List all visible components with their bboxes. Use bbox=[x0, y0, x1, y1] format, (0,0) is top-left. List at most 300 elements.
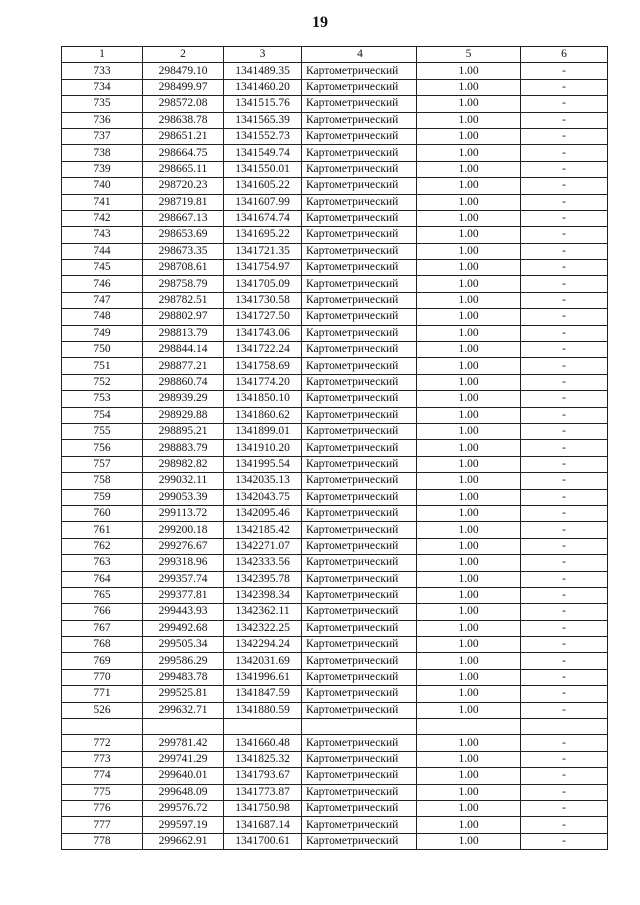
point-number-cell: 749 bbox=[62, 325, 143, 341]
table-header-row bbox=[62, 47, 608, 63]
table-row bbox=[62, 309, 608, 325]
x-coordinate-cell: 299640.01 bbox=[143, 768, 224, 784]
accuracy-cell: 1.00 bbox=[417, 276, 521, 292]
method-cell: Картометрический bbox=[302, 423, 417, 439]
table-row bbox=[62, 227, 608, 243]
table-row bbox=[62, 79, 608, 95]
x-coordinate-cell: 298479.10 bbox=[143, 63, 224, 79]
x-coordinate-cell: 298708.61 bbox=[143, 260, 224, 276]
table-row bbox=[62, 555, 608, 571]
note-cell: - bbox=[521, 63, 608, 79]
note-cell: - bbox=[521, 489, 608, 505]
note-cell: - bbox=[521, 374, 608, 390]
note-cell: - bbox=[521, 555, 608, 571]
table-row bbox=[62, 145, 608, 161]
x-coordinate-cell: 299648.09 bbox=[143, 784, 224, 800]
method-cell: Картометрический bbox=[302, 145, 417, 161]
y-coordinate-cell: 1342043.75 bbox=[224, 489, 302, 505]
note-cell: - bbox=[521, 112, 608, 128]
table-row bbox=[62, 210, 608, 226]
method-cell: Картометрический bbox=[302, 571, 417, 587]
table-row bbox=[62, 276, 608, 292]
method-cell: Картометрический bbox=[302, 702, 417, 718]
x-coordinate-cell: 299586.29 bbox=[143, 653, 224, 669]
table-row bbox=[62, 456, 608, 472]
table-row bbox=[62, 735, 608, 751]
accuracy-cell: 1.00 bbox=[417, 112, 521, 128]
point-number-cell: 773 bbox=[62, 751, 143, 767]
x-coordinate-cell: 298802.97 bbox=[143, 309, 224, 325]
method-cell: Картометрический bbox=[302, 194, 417, 210]
method-cell: Картометрический bbox=[302, 358, 417, 374]
note-cell: - bbox=[521, 292, 608, 308]
x-coordinate-cell: 298939.29 bbox=[143, 391, 224, 407]
note-cell: - bbox=[521, 423, 608, 439]
method-cell: Картометрический bbox=[302, 325, 417, 341]
point-number-cell: 763 bbox=[62, 555, 143, 571]
y-coordinate-cell: 1341847.59 bbox=[224, 686, 302, 702]
x-coordinate-cell: 299483.78 bbox=[143, 669, 224, 685]
accuracy-cell: 1.00 bbox=[417, 210, 521, 226]
y-coordinate-cell: 1341773.87 bbox=[224, 784, 302, 800]
point-number-cell: 756 bbox=[62, 440, 143, 456]
note-cell bbox=[521, 719, 608, 735]
x-coordinate-cell: 298720.23 bbox=[143, 178, 224, 194]
y-coordinate-cell: 1342185.42 bbox=[224, 522, 302, 538]
y-coordinate-cell: 1342294.24 bbox=[224, 637, 302, 653]
method-cell: Картометрический bbox=[302, 276, 417, 292]
table-row bbox=[62, 833, 608, 849]
y-coordinate-cell: 1341605.22 bbox=[224, 178, 302, 194]
x-coordinate-cell: 299032.11 bbox=[143, 473, 224, 489]
table-row bbox=[62, 768, 608, 784]
table-row bbox=[62, 325, 608, 341]
point-number-cell: 526 bbox=[62, 702, 143, 718]
y-coordinate-cell: 1341549.74 bbox=[224, 145, 302, 161]
x-coordinate-cell: 299662.91 bbox=[143, 833, 224, 849]
y-coordinate-cell: 1341695.22 bbox=[224, 227, 302, 243]
x-coordinate-cell: 298499.97 bbox=[143, 79, 224, 95]
table-row bbox=[62, 194, 608, 210]
note-cell: - bbox=[521, 128, 608, 144]
column-header: 4 bbox=[302, 47, 417, 63]
accuracy-cell: 1.00 bbox=[417, 768, 521, 784]
table-row bbox=[62, 653, 608, 669]
note-cell: - bbox=[521, 194, 608, 210]
x-coordinate-cell: 298929.88 bbox=[143, 407, 224, 423]
accuracy-cell: 1.00 bbox=[417, 571, 521, 587]
x-coordinate-cell: 298653.69 bbox=[143, 227, 224, 243]
table-row bbox=[62, 128, 608, 144]
point-number-cell: 737 bbox=[62, 128, 143, 144]
table-row bbox=[62, 604, 608, 620]
x-coordinate-cell: 298860.74 bbox=[143, 374, 224, 390]
x-coordinate-cell: 298982.82 bbox=[143, 456, 224, 472]
method-cell: Картометрический bbox=[302, 751, 417, 767]
y-coordinate-cell: 1341730.58 bbox=[224, 292, 302, 308]
note-cell: - bbox=[521, 669, 608, 685]
table-row bbox=[62, 637, 608, 653]
x-coordinate-cell: 299318.96 bbox=[143, 555, 224, 571]
x-coordinate-cell: 299113.72 bbox=[143, 505, 224, 521]
x-coordinate-cell: 299597.19 bbox=[143, 817, 224, 833]
x-coordinate-cell: 298638.78 bbox=[143, 112, 224, 128]
note-cell: - bbox=[521, 817, 608, 833]
note-cell: - bbox=[521, 440, 608, 456]
method-cell: Картометрический bbox=[302, 178, 417, 194]
table-row bbox=[62, 260, 608, 276]
point-number-cell: 739 bbox=[62, 161, 143, 177]
table-row bbox=[62, 407, 608, 423]
accuracy-cell: 1.00 bbox=[417, 161, 521, 177]
y-coordinate-cell: 1342031.69 bbox=[224, 653, 302, 669]
accuracy-cell: 1.00 bbox=[417, 145, 521, 161]
table-row bbox=[62, 489, 608, 505]
table-row bbox=[62, 96, 608, 112]
note-cell: - bbox=[521, 473, 608, 489]
accuracy-cell: 1.00 bbox=[417, 702, 521, 718]
point-number-cell: 769 bbox=[62, 653, 143, 669]
note-cell: - bbox=[521, 145, 608, 161]
point-number-cell: 740 bbox=[62, 178, 143, 194]
note-cell: - bbox=[521, 522, 608, 538]
note-cell: - bbox=[521, 653, 608, 669]
table-row bbox=[62, 423, 608, 439]
point-number-cell: 741 bbox=[62, 194, 143, 210]
note-cell: - bbox=[521, 587, 608, 603]
y-coordinate-cell: 1341899.01 bbox=[224, 423, 302, 439]
note-cell: - bbox=[521, 456, 608, 472]
method-cell: Картометрический bbox=[302, 309, 417, 325]
accuracy-cell: 1.00 bbox=[417, 325, 521, 341]
x-coordinate-cell: 299200.18 bbox=[143, 522, 224, 538]
x-coordinate-cell: 299053.39 bbox=[143, 489, 224, 505]
method-cell: Картометрический bbox=[302, 210, 417, 226]
accuracy-cell: 1.00 bbox=[417, 63, 521, 79]
y-coordinate-cell: 1341758.69 bbox=[224, 358, 302, 374]
note-cell: - bbox=[521, 407, 608, 423]
accuracy-cell: 1.00 bbox=[417, 243, 521, 259]
y-coordinate-cell: 1341460.20 bbox=[224, 79, 302, 95]
accuracy-cell: 1.00 bbox=[417, 620, 521, 636]
column-header: 3 bbox=[224, 47, 302, 63]
point-number-cell: 744 bbox=[62, 243, 143, 259]
point-number-cell: 767 bbox=[62, 620, 143, 636]
table-row bbox=[62, 522, 608, 538]
y-coordinate-cell: 1341996.61 bbox=[224, 669, 302, 685]
point-number-cell: 760 bbox=[62, 505, 143, 521]
y-coordinate-cell: 1341995.54 bbox=[224, 456, 302, 472]
y-coordinate-cell: 1342362.11 bbox=[224, 604, 302, 620]
method-cell: Картометрический bbox=[302, 604, 417, 620]
table-row bbox=[62, 686, 608, 702]
table-row bbox=[62, 63, 608, 79]
x-coordinate-cell bbox=[143, 719, 224, 735]
y-coordinate-cell: 1341700.61 bbox=[224, 833, 302, 849]
accuracy-cell: 1.00 bbox=[417, 538, 521, 554]
point-number-cell: 759 bbox=[62, 489, 143, 505]
x-coordinate-cell: 298844.14 bbox=[143, 342, 224, 358]
point-number-cell: 770 bbox=[62, 669, 143, 685]
y-coordinate-cell: 1342095.46 bbox=[224, 505, 302, 521]
note-cell: - bbox=[521, 833, 608, 849]
note-cell: - bbox=[521, 96, 608, 112]
method-cell: Картометрический bbox=[302, 456, 417, 472]
note-cell: - bbox=[521, 800, 608, 816]
x-coordinate-cell: 298651.21 bbox=[143, 128, 224, 144]
x-coordinate-cell: 299443.93 bbox=[143, 604, 224, 620]
method-cell: Картометрический bbox=[302, 161, 417, 177]
accuracy-cell: 1.00 bbox=[417, 604, 521, 620]
y-coordinate-cell: 1341727.50 bbox=[224, 309, 302, 325]
table-row bbox=[62, 505, 608, 521]
point-number-cell: 738 bbox=[62, 145, 143, 161]
method-cell: Картометрический bbox=[302, 79, 417, 95]
accuracy-cell: 1.00 bbox=[417, 358, 521, 374]
method-cell: Картометрический bbox=[302, 538, 417, 554]
method-cell: Картометрический bbox=[302, 128, 417, 144]
x-coordinate-cell: 298664.75 bbox=[143, 145, 224, 161]
x-coordinate-cell: 299276.67 bbox=[143, 538, 224, 554]
point-number-cell: 762 bbox=[62, 538, 143, 554]
point-number-cell: 757 bbox=[62, 456, 143, 472]
table-row bbox=[62, 342, 608, 358]
point-number-cell: 747 bbox=[62, 292, 143, 308]
accuracy-cell: 1.00 bbox=[417, 407, 521, 423]
y-coordinate-cell: 1341565.39 bbox=[224, 112, 302, 128]
accuracy-cell: 1.00 bbox=[417, 784, 521, 800]
method-cell: Картометрический bbox=[302, 653, 417, 669]
accuracy-cell: 1.00 bbox=[417, 587, 521, 603]
table-row bbox=[62, 587, 608, 603]
x-coordinate-cell: 298813.79 bbox=[143, 325, 224, 341]
method-cell: Картометрический bbox=[302, 489, 417, 505]
accuracy-cell: 1.00 bbox=[417, 178, 521, 194]
note-cell: - bbox=[521, 309, 608, 325]
point-number-cell: 772 bbox=[62, 735, 143, 751]
note-cell: - bbox=[521, 702, 608, 718]
note-cell: - bbox=[521, 571, 608, 587]
note-cell: - bbox=[521, 342, 608, 358]
table-row bbox=[62, 358, 608, 374]
y-coordinate-cell: 1341850.10 bbox=[224, 391, 302, 407]
note-cell: - bbox=[521, 391, 608, 407]
y-coordinate-cell: 1342333.56 bbox=[224, 555, 302, 571]
table-row bbox=[62, 719, 608, 735]
y-coordinate-cell: 1341750.98 bbox=[224, 800, 302, 816]
y-coordinate-cell: 1341552.73 bbox=[224, 128, 302, 144]
y-coordinate-cell: 1341607.99 bbox=[224, 194, 302, 210]
point-number-cell: 758 bbox=[62, 473, 143, 489]
accuracy-cell: 1.00 bbox=[417, 555, 521, 571]
table-row bbox=[62, 571, 608, 587]
y-coordinate-cell: 1342395.78 bbox=[224, 571, 302, 587]
accuracy-cell: 1.00 bbox=[417, 456, 521, 472]
note-cell: - bbox=[521, 686, 608, 702]
x-coordinate-cell: 299357.74 bbox=[143, 571, 224, 587]
note-cell: - bbox=[521, 79, 608, 95]
point-number-cell: 771 bbox=[62, 686, 143, 702]
y-coordinate-cell: 1341743.06 bbox=[224, 325, 302, 341]
accuracy-cell: 1.00 bbox=[417, 522, 521, 538]
table-body bbox=[62, 47, 608, 850]
note-cell: - bbox=[521, 538, 608, 554]
point-number-cell: 745 bbox=[62, 260, 143, 276]
y-coordinate-cell: 1341550.01 bbox=[224, 161, 302, 177]
method-cell: Картометрический bbox=[302, 735, 417, 751]
x-coordinate-cell: 298667.13 bbox=[143, 210, 224, 226]
note-cell: - bbox=[521, 784, 608, 800]
accuracy-cell: 1.00 bbox=[417, 292, 521, 308]
y-coordinate-cell: 1341793.67 bbox=[224, 768, 302, 784]
table-row bbox=[62, 178, 608, 194]
y-coordinate-cell: 1341722.24 bbox=[224, 342, 302, 358]
y-coordinate-cell: 1341825.32 bbox=[224, 751, 302, 767]
note-cell: - bbox=[521, 161, 608, 177]
table-row bbox=[62, 374, 608, 390]
y-coordinate-cell: 1341910.20 bbox=[224, 440, 302, 456]
accuracy-cell: 1.00 bbox=[417, 653, 521, 669]
note-cell: - bbox=[521, 325, 608, 341]
table-row bbox=[62, 243, 608, 259]
accuracy-cell: 1.00 bbox=[417, 817, 521, 833]
table-row bbox=[62, 669, 608, 685]
y-coordinate-cell: 1341674.74 bbox=[224, 210, 302, 226]
x-coordinate-cell: 298877.21 bbox=[143, 358, 224, 374]
point-number-cell: 736 bbox=[62, 112, 143, 128]
method-cell: Картометрический bbox=[302, 784, 417, 800]
y-coordinate-cell: 1341705.09 bbox=[224, 276, 302, 292]
accuracy-cell: 1.00 bbox=[417, 473, 521, 489]
note-cell: - bbox=[521, 210, 608, 226]
note-cell: - bbox=[521, 751, 608, 767]
method-cell: Картометрический bbox=[302, 669, 417, 685]
note-cell: - bbox=[521, 604, 608, 620]
x-coordinate-cell: 298782.51 bbox=[143, 292, 224, 308]
note-cell: - bbox=[521, 768, 608, 784]
method-cell bbox=[302, 719, 417, 735]
column-header: 5 bbox=[417, 47, 521, 63]
method-cell: Картометрический bbox=[302, 817, 417, 833]
note-cell: - bbox=[521, 620, 608, 636]
point-number-cell: 755 bbox=[62, 423, 143, 439]
y-coordinate-cell: 1341754.97 bbox=[224, 260, 302, 276]
accuracy-cell: 1.00 bbox=[417, 391, 521, 407]
x-coordinate-cell: 298665.11 bbox=[143, 161, 224, 177]
y-coordinate-cell: 1342398.34 bbox=[224, 587, 302, 603]
note-cell: - bbox=[521, 637, 608, 653]
method-cell: Картометрический bbox=[302, 292, 417, 308]
point-number-cell: 778 bbox=[62, 833, 143, 849]
method-cell: Картометрический bbox=[302, 63, 417, 79]
table-row bbox=[62, 292, 608, 308]
point-number-cell: 764 bbox=[62, 571, 143, 587]
table-row bbox=[62, 784, 608, 800]
method-cell: Картометрический bbox=[302, 260, 417, 276]
note-cell: - bbox=[521, 505, 608, 521]
x-coordinate-cell: 299492.68 bbox=[143, 620, 224, 636]
method-cell: Картометрический bbox=[302, 342, 417, 358]
method-cell: Картометрический bbox=[302, 768, 417, 784]
point-number-cell: 768 bbox=[62, 637, 143, 653]
note-cell: - bbox=[521, 358, 608, 374]
accuracy-cell: 1.00 bbox=[417, 800, 521, 816]
page-number: 19 bbox=[312, 14, 328, 31]
accuracy-cell: 1.00 bbox=[417, 735, 521, 751]
column-header: 6 bbox=[521, 47, 608, 63]
accuracy-cell: 1.00 bbox=[417, 505, 521, 521]
table-row bbox=[62, 112, 608, 128]
accuracy-cell: 1.00 bbox=[417, 833, 521, 849]
point-number-cell: 742 bbox=[62, 210, 143, 226]
x-coordinate-cell: 298758.79 bbox=[143, 276, 224, 292]
y-coordinate-cell: 1341721.35 bbox=[224, 243, 302, 259]
x-coordinate-cell: 298572.08 bbox=[143, 96, 224, 112]
table-row bbox=[62, 751, 608, 767]
accuracy-cell: 1.00 bbox=[417, 260, 521, 276]
accuracy-cell: 1.00 bbox=[417, 309, 521, 325]
y-coordinate-cell: 1341489.35 bbox=[224, 63, 302, 79]
method-cell: Картометрический bbox=[302, 637, 417, 653]
point-number-cell: 761 bbox=[62, 522, 143, 538]
point-number-cell: 754 bbox=[62, 407, 143, 423]
column-header: 1 bbox=[62, 47, 143, 63]
table-row bbox=[62, 702, 608, 718]
y-coordinate-cell: 1341880.59 bbox=[224, 702, 302, 718]
method-cell: Картометрический bbox=[302, 555, 417, 571]
x-coordinate-cell: 298883.79 bbox=[143, 440, 224, 456]
method-cell: Картометрический bbox=[302, 587, 417, 603]
table-row bbox=[62, 440, 608, 456]
method-cell: Картометрический bbox=[302, 227, 417, 243]
accuracy-cell: 1.00 bbox=[417, 751, 521, 767]
accuracy-cell: 1.00 bbox=[417, 440, 521, 456]
accuracy-cell: 1.00 bbox=[417, 96, 521, 112]
accuracy-cell: 1.00 bbox=[417, 686, 521, 702]
note-cell: - bbox=[521, 178, 608, 194]
point-number-cell: 775 bbox=[62, 784, 143, 800]
point-number-cell: 777 bbox=[62, 817, 143, 833]
note-cell: - bbox=[521, 276, 608, 292]
method-cell: Картометрический bbox=[302, 686, 417, 702]
x-coordinate-cell: 299377.81 bbox=[143, 587, 224, 603]
method-cell: Картометрический bbox=[302, 243, 417, 259]
method-cell: Картометрический bbox=[302, 96, 417, 112]
x-coordinate-cell: 299632.71 bbox=[143, 702, 224, 718]
note-cell: - bbox=[521, 260, 608, 276]
method-cell: Картометрический bbox=[302, 112, 417, 128]
point-number-cell: 751 bbox=[62, 358, 143, 374]
point-number-cell: 734 bbox=[62, 79, 143, 95]
point-number-cell: 746 bbox=[62, 276, 143, 292]
point-number-cell: 774 bbox=[62, 768, 143, 784]
column-header: 2 bbox=[143, 47, 224, 63]
y-coordinate-cell: 1342271.07 bbox=[224, 538, 302, 554]
x-coordinate-cell: 298719.81 bbox=[143, 194, 224, 210]
point-number-cell: 735 bbox=[62, 96, 143, 112]
method-cell: Картометрический bbox=[302, 522, 417, 538]
y-coordinate-cell: 1341687.14 bbox=[224, 817, 302, 833]
method-cell: Картометрический bbox=[302, 440, 417, 456]
x-coordinate-cell: 299781.42 bbox=[143, 735, 224, 751]
accuracy-cell bbox=[417, 719, 521, 735]
x-coordinate-cell: 298895.21 bbox=[143, 423, 224, 439]
note-cell: - bbox=[521, 227, 608, 243]
table-row bbox=[62, 161, 608, 177]
point-number-cell: 765 bbox=[62, 587, 143, 603]
method-cell: Картометрический bbox=[302, 473, 417, 489]
y-coordinate-cell: 1341860.62 bbox=[224, 407, 302, 423]
